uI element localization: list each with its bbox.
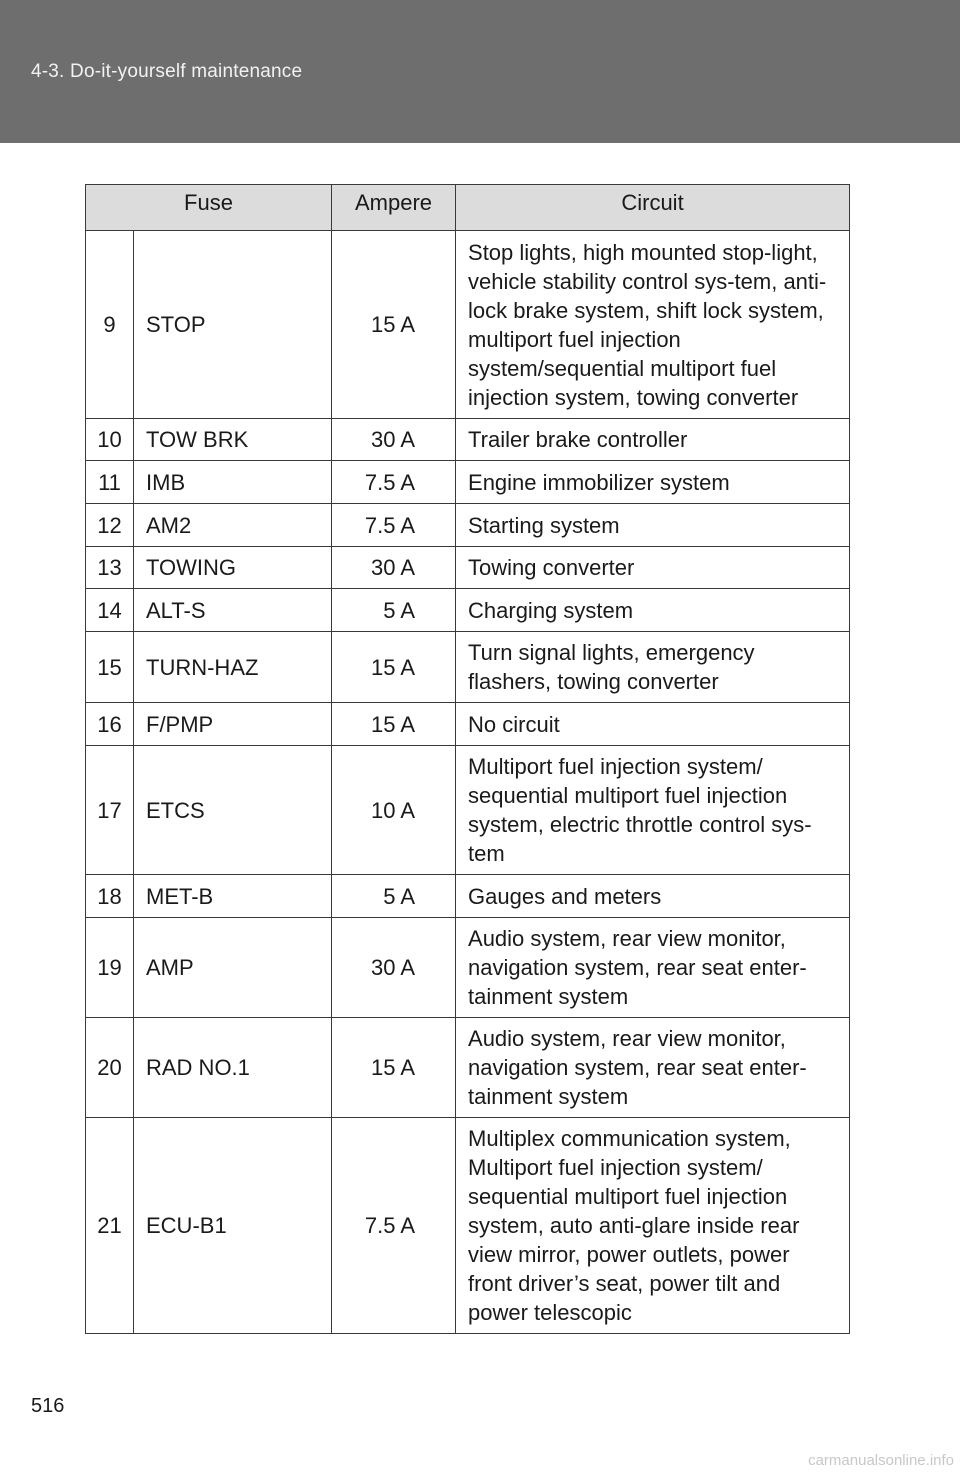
table-row xyxy=(86,746,850,875)
fuse-name-cell: ETCS xyxy=(134,746,332,875)
watermark: carmanualsonline.info xyxy=(808,1452,954,1469)
circuit-cell: Stop lights, high mounted stop-light, vehicle stability control sys-tem, anti-lock brake system, shift lock system, multiport fuel injection system/sequential multiport fuel injection system, towing converter xyxy=(456,231,850,419)
ampere-cell: 5 A xyxy=(332,875,456,918)
fuse-number-cell: 14 xyxy=(86,589,134,632)
table-row xyxy=(86,419,850,461)
fuse-name-cell: STOP xyxy=(134,231,332,419)
table-row xyxy=(86,461,850,504)
column-header-ampere: Ampere xyxy=(332,185,456,231)
fuse-number-cell: 19 xyxy=(86,918,134,1018)
circuit-cell: Starting system xyxy=(456,504,850,547)
fuse-name-cell: AMP xyxy=(134,918,332,1018)
fuse-number-cell: 16 xyxy=(86,703,134,746)
circuit-cell: Multiplex communication system, Multiport fuel injection system/ sequential multiport fuel injection system, auto anti-glare inside rear view mirror, power outlets, power front driver’s seat, power tilt and power telescopic xyxy=(456,1118,850,1334)
ampere-cell: 5 A xyxy=(332,589,456,632)
fuse-number-cell: 17 xyxy=(86,746,134,875)
table-row xyxy=(86,918,850,1018)
fuse-number-cell: 18 xyxy=(86,875,134,918)
circuit-cell: Audio system, rear view monitor, navigation system, rear seat enter-tainment system xyxy=(456,1018,850,1118)
column-header-circuit: Circuit xyxy=(456,185,850,231)
circuit-cell: Engine immobilizer system xyxy=(456,461,850,504)
table-row xyxy=(86,504,850,547)
ampere-cell: 7.5 A xyxy=(332,461,456,504)
fuse-name-cell: F/PMP xyxy=(134,703,332,746)
fuse-name-cell: AM2 xyxy=(134,504,332,547)
table-row xyxy=(86,875,850,918)
ampere-cell: 30 A xyxy=(332,547,456,589)
table-row xyxy=(86,1118,850,1334)
circuit-cell: Trailer brake controller xyxy=(456,419,850,461)
table-row xyxy=(86,589,850,632)
fuse-number-cell: 21 xyxy=(86,1118,134,1334)
ampere-cell: 30 A xyxy=(332,419,456,461)
ampere-cell: 15 A xyxy=(332,703,456,746)
fuse-table xyxy=(85,184,850,1334)
column-header-fuse: Fuse xyxy=(86,185,332,231)
section-title: 4-3. Do-it-yourself maintenance xyxy=(31,61,303,82)
circuit-cell: Towing converter xyxy=(456,547,850,589)
circuit-cell: Charging system xyxy=(456,589,850,632)
fuse-number-cell: 15 xyxy=(86,632,134,703)
table-row xyxy=(86,547,850,589)
table-row xyxy=(86,231,850,419)
circuit-cell: Multiport fuel injection system/ sequential multiport fuel injection system, electric throttle control sys-tem xyxy=(456,746,850,875)
ampere-cell: 15 A xyxy=(332,231,456,419)
fuse-name-cell: IMB xyxy=(134,461,332,504)
ampere-cell: 7.5 A xyxy=(332,1118,456,1334)
fuse-number-cell: 20 xyxy=(86,1018,134,1118)
ampere-cell: 15 A xyxy=(332,1018,456,1118)
fuse-number-cell: 9 xyxy=(86,231,134,419)
table-row xyxy=(86,632,850,703)
fuse-number-cell: 12 xyxy=(86,504,134,547)
fuse-number-cell: 10 xyxy=(86,419,134,461)
fuse-name-cell: ALT-S xyxy=(134,589,332,632)
ampere-cell: 10 A xyxy=(332,746,456,875)
ampere-cell: 7.5 A xyxy=(332,504,456,547)
circuit-cell: Audio system, rear view monitor, navigation system, rear seat enter-tainment system xyxy=(456,918,850,1018)
ampere-cell: 30 A xyxy=(332,918,456,1018)
table-row xyxy=(86,703,850,746)
table-header-row xyxy=(86,185,850,231)
fuse-name-cell: TURN-HAZ xyxy=(134,632,332,703)
fuse-name-cell: RAD NO.1 xyxy=(134,1018,332,1118)
fuse-number-cell: 11 xyxy=(86,461,134,504)
table-row xyxy=(86,1018,850,1118)
section-header-band xyxy=(0,0,960,143)
page-number: 516 xyxy=(31,1395,65,1417)
fuse-name-cell: TOWING xyxy=(134,547,332,589)
circuit-cell: Gauges and meters xyxy=(456,875,850,918)
circuit-cell: No circuit xyxy=(456,703,850,746)
fuse-name-cell: ECU-B1 xyxy=(134,1118,332,1334)
fuse-number-cell: 13 xyxy=(86,547,134,589)
fuse-name-cell: MET-B xyxy=(134,875,332,918)
ampere-cell: 15 A xyxy=(332,632,456,703)
fuse-name-cell: TOW BRK xyxy=(134,419,332,461)
circuit-cell: Turn signal lights, emergency flashers, towing converter xyxy=(456,632,850,703)
